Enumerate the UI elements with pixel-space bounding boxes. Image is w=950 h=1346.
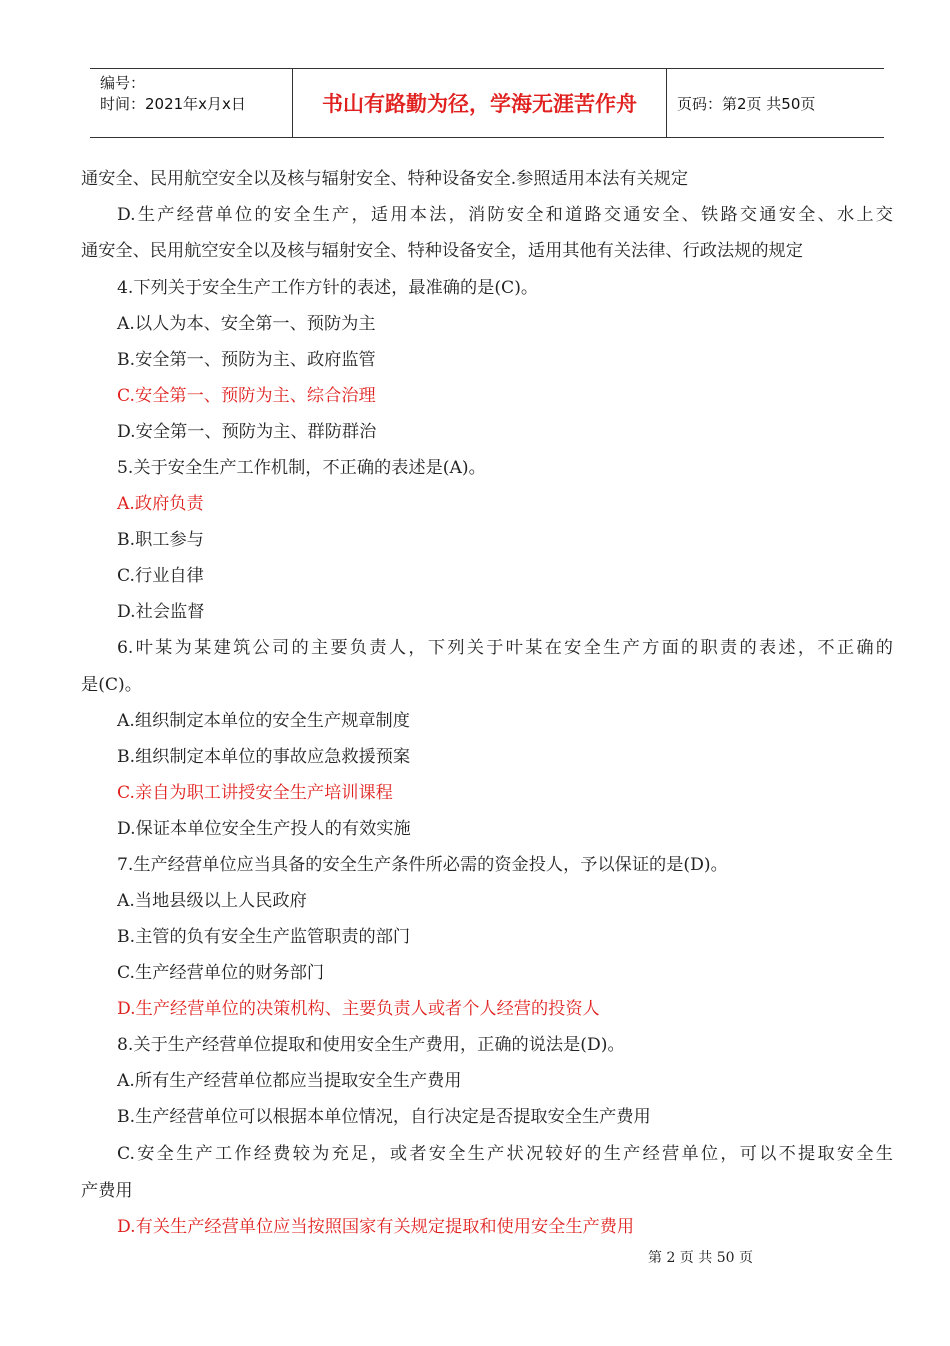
header-meta <box>90 69 292 137</box>
time-label: 时间：2021年x月x日 <box>100 95 246 113</box>
answer-line: D.有关生产经营单位应当按照国家有关规定提取和使用安全生产费用 <box>117 1217 635 1237</box>
option-line: C.行业自律 <box>117 566 204 586</box>
option-line: A.组织制定本单位的安全生产规章制度 <box>117 711 410 731</box>
option-line: B.组织制定本单位的事故应急救援预案 <box>117 747 411 767</box>
text-line: 产费用 <box>81 1181 133 1201</box>
option-line: D.保证本单位安全生产投人的有效实施 <box>117 819 411 839</box>
text-line: 是(C)。 <box>81 675 142 695</box>
text-line: 通安全、民用航空安全以及核与辐射安全、特种设备安全，适用其他有关法律、行政法规的规定 <box>81 241 803 261</box>
option-line: B.职工参与 <box>117 530 204 550</box>
text-line: D.生产经营单位的安全生产，适用本法，消防安全和道路交通安全、铁路交通安全、水上交 <box>117 205 893 225</box>
option-line: B.主管的负有安全生产监管职责的部门 <box>117 927 411 947</box>
question-4: 4.下列关于安全生产工作方针的表述，最准确的是(C)。 <box>117 278 539 298</box>
answer-line: A.政府负责 <box>117 494 204 514</box>
option-line: C.安全生产工作经费较为充足，或者安全生产状况较好的生产经营单位，可以不提取安全生 <box>117 1144 893 1164</box>
option-line: D.安全第一、预防为主、群防群治 <box>117 422 377 442</box>
header-motto: 书山有路勤为径，学海无涯苦作舟 <box>292 69 667 137</box>
question-8: 8.关于生产经营单位提取和使用安全生产费用，正确的说法是(D)。 <box>117 1035 625 1055</box>
option-line: A.所有生产经营单位都应当提取安全生产费用 <box>117 1071 462 1091</box>
question-6: 6.叶某为某建筑公司的主要负责人，下列关于叶某在安全生产方面的职责的表述，不正确的 <box>117 638 893 658</box>
answer-line: C.安全第一、预防为主、综合治理 <box>117 386 376 406</box>
option-line: A.当地县级以上人民政府 <box>117 891 307 911</box>
option-line: B.生产经营单位可以根据本单位情况，自行决定是否提取安全生产费用 <box>117 1107 651 1127</box>
document-header <box>90 68 884 138</box>
header-page-info: 页码：第2页 共50页 <box>677 94 816 113</box>
serial-label: 编号： <box>100 74 146 92</box>
option-line: B.安全第一、预防为主、政府监管 <box>117 350 376 370</box>
option-line: C.生产经营单位的财务部门 <box>117 963 325 983</box>
question-7: 7.生产经营单位应当具备的安全生产条件所必需的资金投人，予以保证的是(D)。 <box>117 855 728 875</box>
page-footer: 第 2 页 共 50 页 <box>648 1250 753 1266</box>
option-line: D.社会监督 <box>117 602 205 622</box>
question-5: 5.关于安全生产工作机制，不正确的表述是(A)。 <box>117 458 486 478</box>
answer-line: C.亲自为职工讲授安全生产培训课程 <box>117 783 393 803</box>
text-line: 通安全、民用航空安全以及核与辐射安全、特种设备安全.参照适用本法有关规定 <box>81 169 689 189</box>
answer-line: D.生产经营单位的决策机构、主要负责人或者个人经营的投资人 <box>117 999 600 1019</box>
option-line: A.以人为本、安全第一、预防为主 <box>117 314 376 334</box>
